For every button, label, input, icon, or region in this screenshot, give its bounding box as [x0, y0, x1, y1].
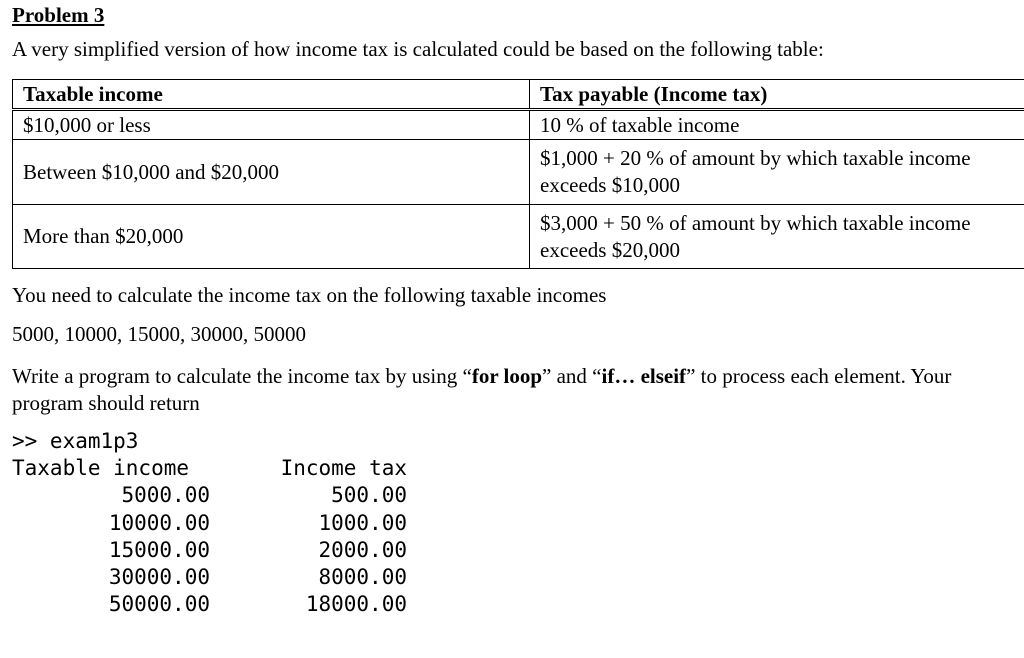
tax-rule-cell: $3,000 + 50 % of amount by which taxable income exceeds $20,000 — [530, 205, 1024, 269]
problem-heading: Problem 3 — [12, 3, 105, 27]
console-row — [12, 510, 407, 537]
console-row — [12, 482, 407, 509]
header-taxable-income: Taxable income — [13, 80, 530, 110]
console-row — [12, 537, 407, 564]
tax-table — [12, 79, 1024, 269]
tax-rule-cell: $1,000 + 20 % of amount by which taxable income exceeds $10,000 — [530, 140, 1024, 205]
task-keyword-for-loop: for loop — [471, 364, 543, 388]
console-output — [12, 428, 407, 618]
table-row — [13, 110, 1024, 140]
tax-rule-cell: 10 % of taxable income — [530, 110, 1024, 140]
console-tax-value: 1000.00 — [318, 510, 407, 535]
console-row — [12, 591, 407, 618]
task-text-part: ” to process each element. Your program should return — [12, 364, 952, 415]
income-bracket-cell: $10,000 or less — [13, 110, 530, 140]
console-income-value: 15000.00 — [108, 537, 210, 562]
table-row — [13, 205, 1024, 269]
console-header-income: Taxable income — [12, 456, 190, 481]
console-income-value: 5000.00 — [121, 483, 210, 508]
income-bracket-cell: More than $20,000 — [13, 205, 530, 269]
instruction-paragraph: You need to calculate the income tax on the following taxable incomes — [12, 283, 607, 307]
console-row — [12, 564, 407, 591]
task-text-part: Write a program to calculate the income tax by using “ — [12, 364, 472, 388]
console-income-value: 50000.00 — [108, 592, 210, 617]
console-tax-value: 2000.00 — [318, 537, 407, 562]
task-text-part: ” and “ — [542, 364, 602, 388]
table-header-row — [13, 80, 1024, 110]
income-bracket-cell: Between $10,000 and $20,000 — [13, 140, 530, 205]
console-prompt: >> exam1p3 — [12, 429, 139, 453]
console-tax-value: 500.00 — [331, 483, 407, 508]
console-header-row — [12, 455, 407, 482]
console-tax-value: 18000.00 — [305, 592, 407, 617]
console-tax-value: 8000.00 — [318, 565, 407, 590]
intro-paragraph: A very simplified version of how income tax is calculated could be based on the following table: — [12, 37, 824, 61]
task-keyword-if-elseif: if… elseif — [601, 364, 687, 388]
table-row — [13, 140, 1024, 205]
console-income-value: 10000.00 — [108, 510, 210, 535]
task-paragraph — [12, 363, 1022, 417]
incomes-list: 5000, 10000, 15000, 30000, 50000 — [12, 322, 306, 346]
console-income-value: 30000.00 — [108, 565, 210, 590]
console-header-tax: Income tax — [280, 456, 407, 481]
header-tax-payable: Tax payable (Income tax) — [530, 80, 1024, 110]
